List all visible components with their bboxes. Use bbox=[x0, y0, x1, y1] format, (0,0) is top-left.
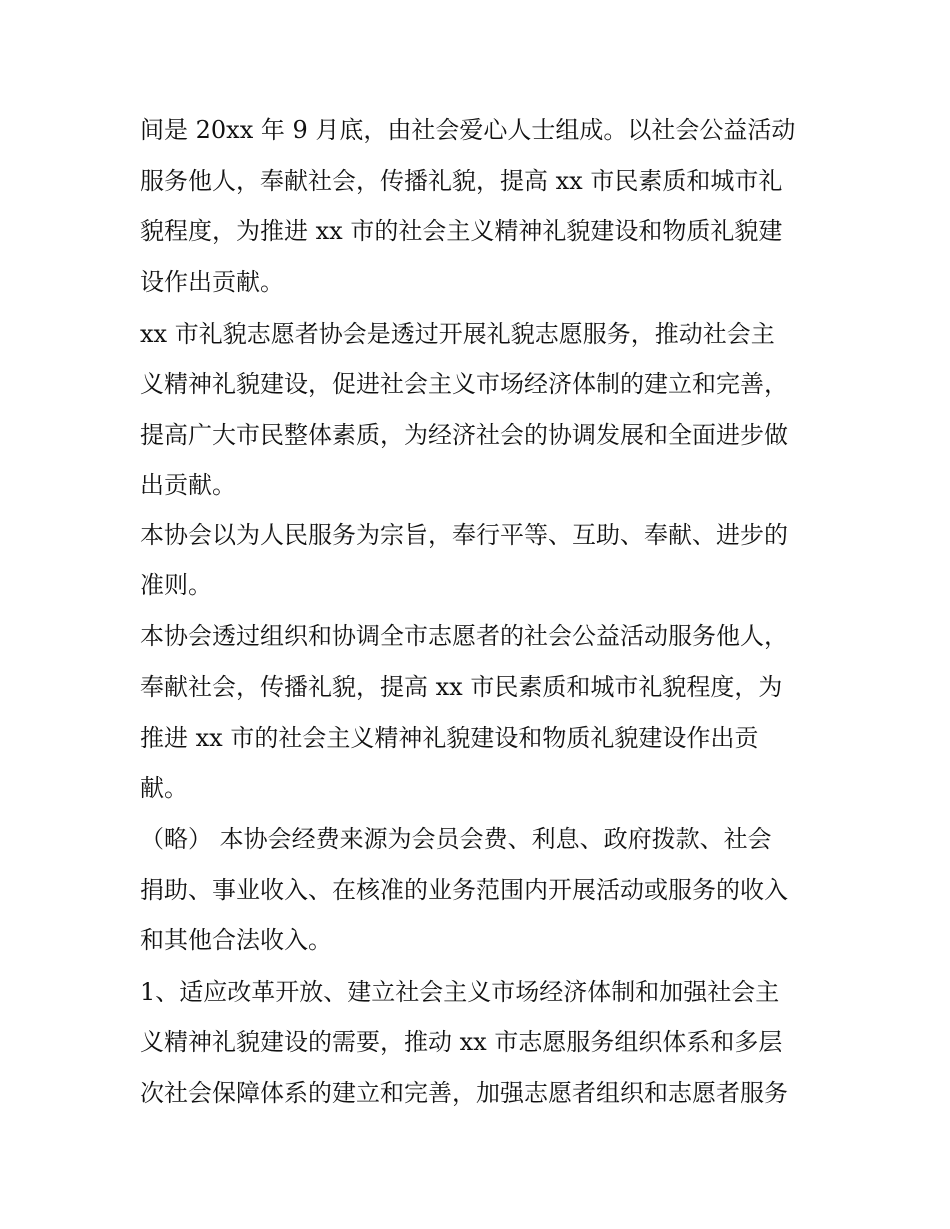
text-line: 准则。 bbox=[140, 571, 212, 599]
text-line: 献。 bbox=[140, 774, 188, 802]
text-line: 和其他合法收入。 bbox=[140, 926, 332, 954]
text-line: 本协会透过组织和协调全市志愿者的社会公益活动服务他人， bbox=[140, 622, 788, 650]
text-line: 义精神礼貌建设，促进社会主义市场经济体制的建立和完善， bbox=[140, 370, 788, 398]
text-line: xx 市礼貌志愿者协会是透过开展礼貌志愿服务，推动社会主 bbox=[140, 320, 775, 348]
text-line: 貌程度，为推进 xx 市的社会主义精神礼貌建设和物质礼貌建 bbox=[140, 217, 783, 245]
text-line: 捐助、事业收入、在核准的业务范围内开展活动或服务的收入 bbox=[140, 876, 788, 904]
text-line: 义精神礼貌建设的需要，推动 xx 市志愿服务组织体系和多层 bbox=[140, 1028, 783, 1056]
text-line: 次社会保障体系的建立和完善，加强志愿者组织和志愿者服务 bbox=[140, 1079, 788, 1107]
text-line: 服务他人，奉献社会，传播礼貌，提高 xx 市民素质和城市礼 bbox=[140, 167, 783, 195]
text-line: （略） 本协会经费来源为会员会费、利息、政府拨款、社会 bbox=[140, 825, 772, 853]
text-line: 提高广大市民整体素质，为经济社会的协调发展和全面进步做 bbox=[140, 421, 788, 449]
text-line: 奉献社会，传播礼貌，提高 xx 市民素质和城市礼貌程度，为 bbox=[140, 673, 783, 701]
text-line: 设作出贡献。 bbox=[140, 268, 284, 296]
text-line: 推进 xx 市的社会主义精神礼貌建设和物质礼貌建设作出贡 bbox=[140, 724, 759, 752]
text-line: 本协会以为人民服务为宗旨，奉行平等、互助、奉献、进步的 bbox=[140, 521, 788, 549]
text-line: 出贡献。 bbox=[140, 471, 236, 499]
text-line: 1、适应改革开放、建立社会主义市场经济体制和加强社会主 bbox=[140, 978, 780, 1006]
text-line: 间是 20xx 年 9 月底，由社会爱心人士组成。以社会公益活动 bbox=[140, 116, 796, 144]
